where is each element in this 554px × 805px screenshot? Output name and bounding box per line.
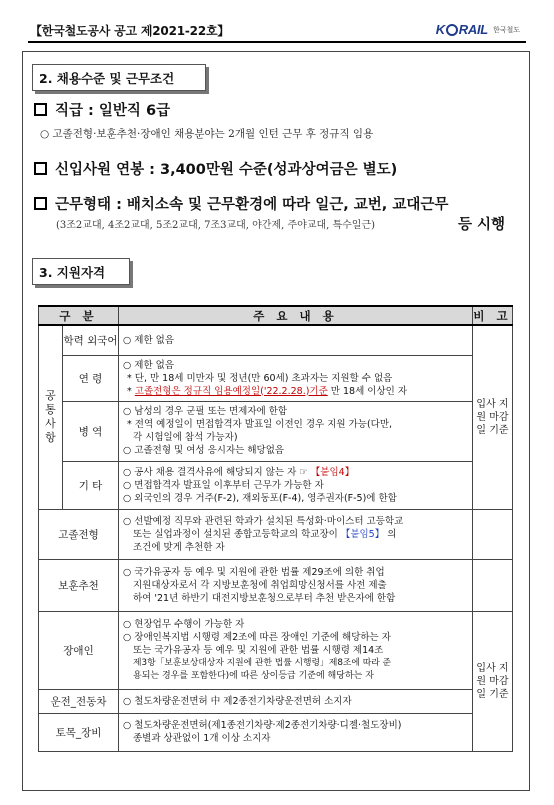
row-label-veteran: 보훈추천 [39,559,119,611]
qualification-table [38,305,513,752]
work-type-item [34,193,448,214]
korail-logo [436,22,520,37]
attachment-4-ref[interactable]: 【붙임4】 [310,466,355,478]
work-type-note: (3조2교대, 4조2교대, 5조2교대, 7조3교대, 야간제, 주야교대, 특수일근) [56,220,376,231]
note-cell-2: 입사 지원 마감일 기준 [473,611,513,751]
header-content: 주 요 내 용 [119,306,473,325]
row-content-military: ○ 남성의 경우 군필 또는 면제자에 한함 * 전역 예정일이 면접합격자 발표일 이전인 경우 지원 가능(다만, 각 시험일에 참석 가능자) ○ 고졸전형 및 여성 응시자는 해당없음 [119,401,473,461]
row-content-veteran: ○ 국가유공자 등 예우 및 지원에 관한 법률 제29조에 의한 취업 지원대상자로서 각 지방보훈청에 취업희망신청서를 사전 제출 하여 '21년 하반기 대전지방보훈청으로부터 추천 받은자에 한함 [119,559,473,611]
square-bullet-icon [34,103,47,116]
row-label-disabled: 장애인 [39,611,119,689]
note-cell-1: 입사 지원 마감일 기준 [473,325,513,509]
header-divider [28,41,526,43]
attachment-5-ref[interactable]: 【붙임5】 [340,528,385,540]
table-row [39,713,513,751]
row-label-edu: 학력 외국어 [63,325,119,355]
table-row [39,509,513,559]
row-label-highschool: 고졸전형 [39,509,119,559]
section-2-title: 2. 채용수준 및 근무조건 [32,64,206,91]
logo-o-icon [446,24,458,36]
work-type-tail: 등 시행 [458,217,506,233]
header-note: 비 고 [473,306,513,325]
highschool-age-link[interactable]: 고졸전형은 정규직 임용예정일('22.2.28.)기준 [134,385,328,397]
salary-item [34,158,397,179]
table-row [39,689,513,713]
logo-subtitle: 한국철도 [492,25,520,34]
grade-text: 직급 : 일반직 6급 [55,103,171,119]
row-label-etc: 기 타 [63,461,119,509]
table-row [39,401,513,461]
row-label-age: 연 령 [63,355,119,401]
note-empty-1 [473,509,513,559]
row-label-driver: 운전_전동차 [39,689,119,713]
notice-title: 【한국철도공사 공고 제2021-22호】 [30,24,230,38]
table-row [39,611,513,689]
header-category: 구 분 [39,306,119,325]
logo-mark: K RAIL [435,22,488,37]
grade-note: ○ 고졸전형·보훈추천·장애인 채용분야는 2개월 인턴 근무 후 정규직 임용 [40,128,374,140]
square-bullet-icon [34,197,47,210]
row-content-edu: ○ 제한 없음 [119,325,473,355]
row-content-age: ○ 제한 없음 * 단, 만 18세 미만자 및 정년(만 60세) 초과자는 지원할 수 없음 * 고졸전형은 정규직 임용예정일('22.2.28.)기준 만 18세 이상인 자 [119,355,473,401]
salary-text: 신입사원 연봉 : 3,400만원 수준(성과상여금은 별도) [55,162,398,178]
row-content-driver: ○ 철도차량운전면허 中 제2종전기차량운전면허 소지자 [119,689,473,713]
grade-item [34,99,170,120]
row-content-etc: ○ 공사 채용 결격사유에 해당되지 않는 자 ☞ 【붙임4】 ○ 면접합격자 발표일 이후부터 근무가 가능한 자 ○ 외국인의 경우 거주(F-2), 재외동포(F-4), 영주권자(F-5)에 한함 [119,461,473,509]
table-row [39,325,513,355]
note-empty-2 [473,559,513,611]
table-header-row [39,306,513,325]
section-3-title: 3. 지원자격 [32,258,130,285]
row-label-civil: 토목_장비 [39,713,119,751]
row-label-military: 병 역 [63,401,119,461]
row-content-highschool: ○ 선발예정 직무와 관련된 학과가 설치된 특성화·마이스터 고등학교 또는 실업과정이 설치된 종합고등학교의 학교장이 【붙임5】 의 조건에 맞게 추천한 자 [119,509,473,559]
work-type-text: 근무형태 : 배치소속 및 근무환경에 따라 일근, 교번, 교대근무 [55,197,449,213]
row-content-disabled: ○ 현장업무 수행이 가능한 자 ○ 장애인복지법 시행령 제2조에 따른 장애인 기준에 해당하는 자 또는 국가유공자 등 예우 및 지원에 관한 법률 시행령 제14조 제3항「보훈보상대상자 지원에 관한 법률 시행령」제8조에 따라 준 용되는 경우를 포함한다)에 따른 상이등급 기준에 해당하는 자 [119,611,473,689]
table-row [39,461,513,509]
table-row [39,559,513,611]
table-row [39,355,513,401]
common-label: 공통사항 [39,325,63,509]
square-bullet-icon [34,162,47,175]
row-content-civil: ○ 철도차량운전면허(제1종전기차량·제2종전기차량·디젤·철도장비) 종별과 상관없이 1개 이상 소지자 [119,713,473,751]
